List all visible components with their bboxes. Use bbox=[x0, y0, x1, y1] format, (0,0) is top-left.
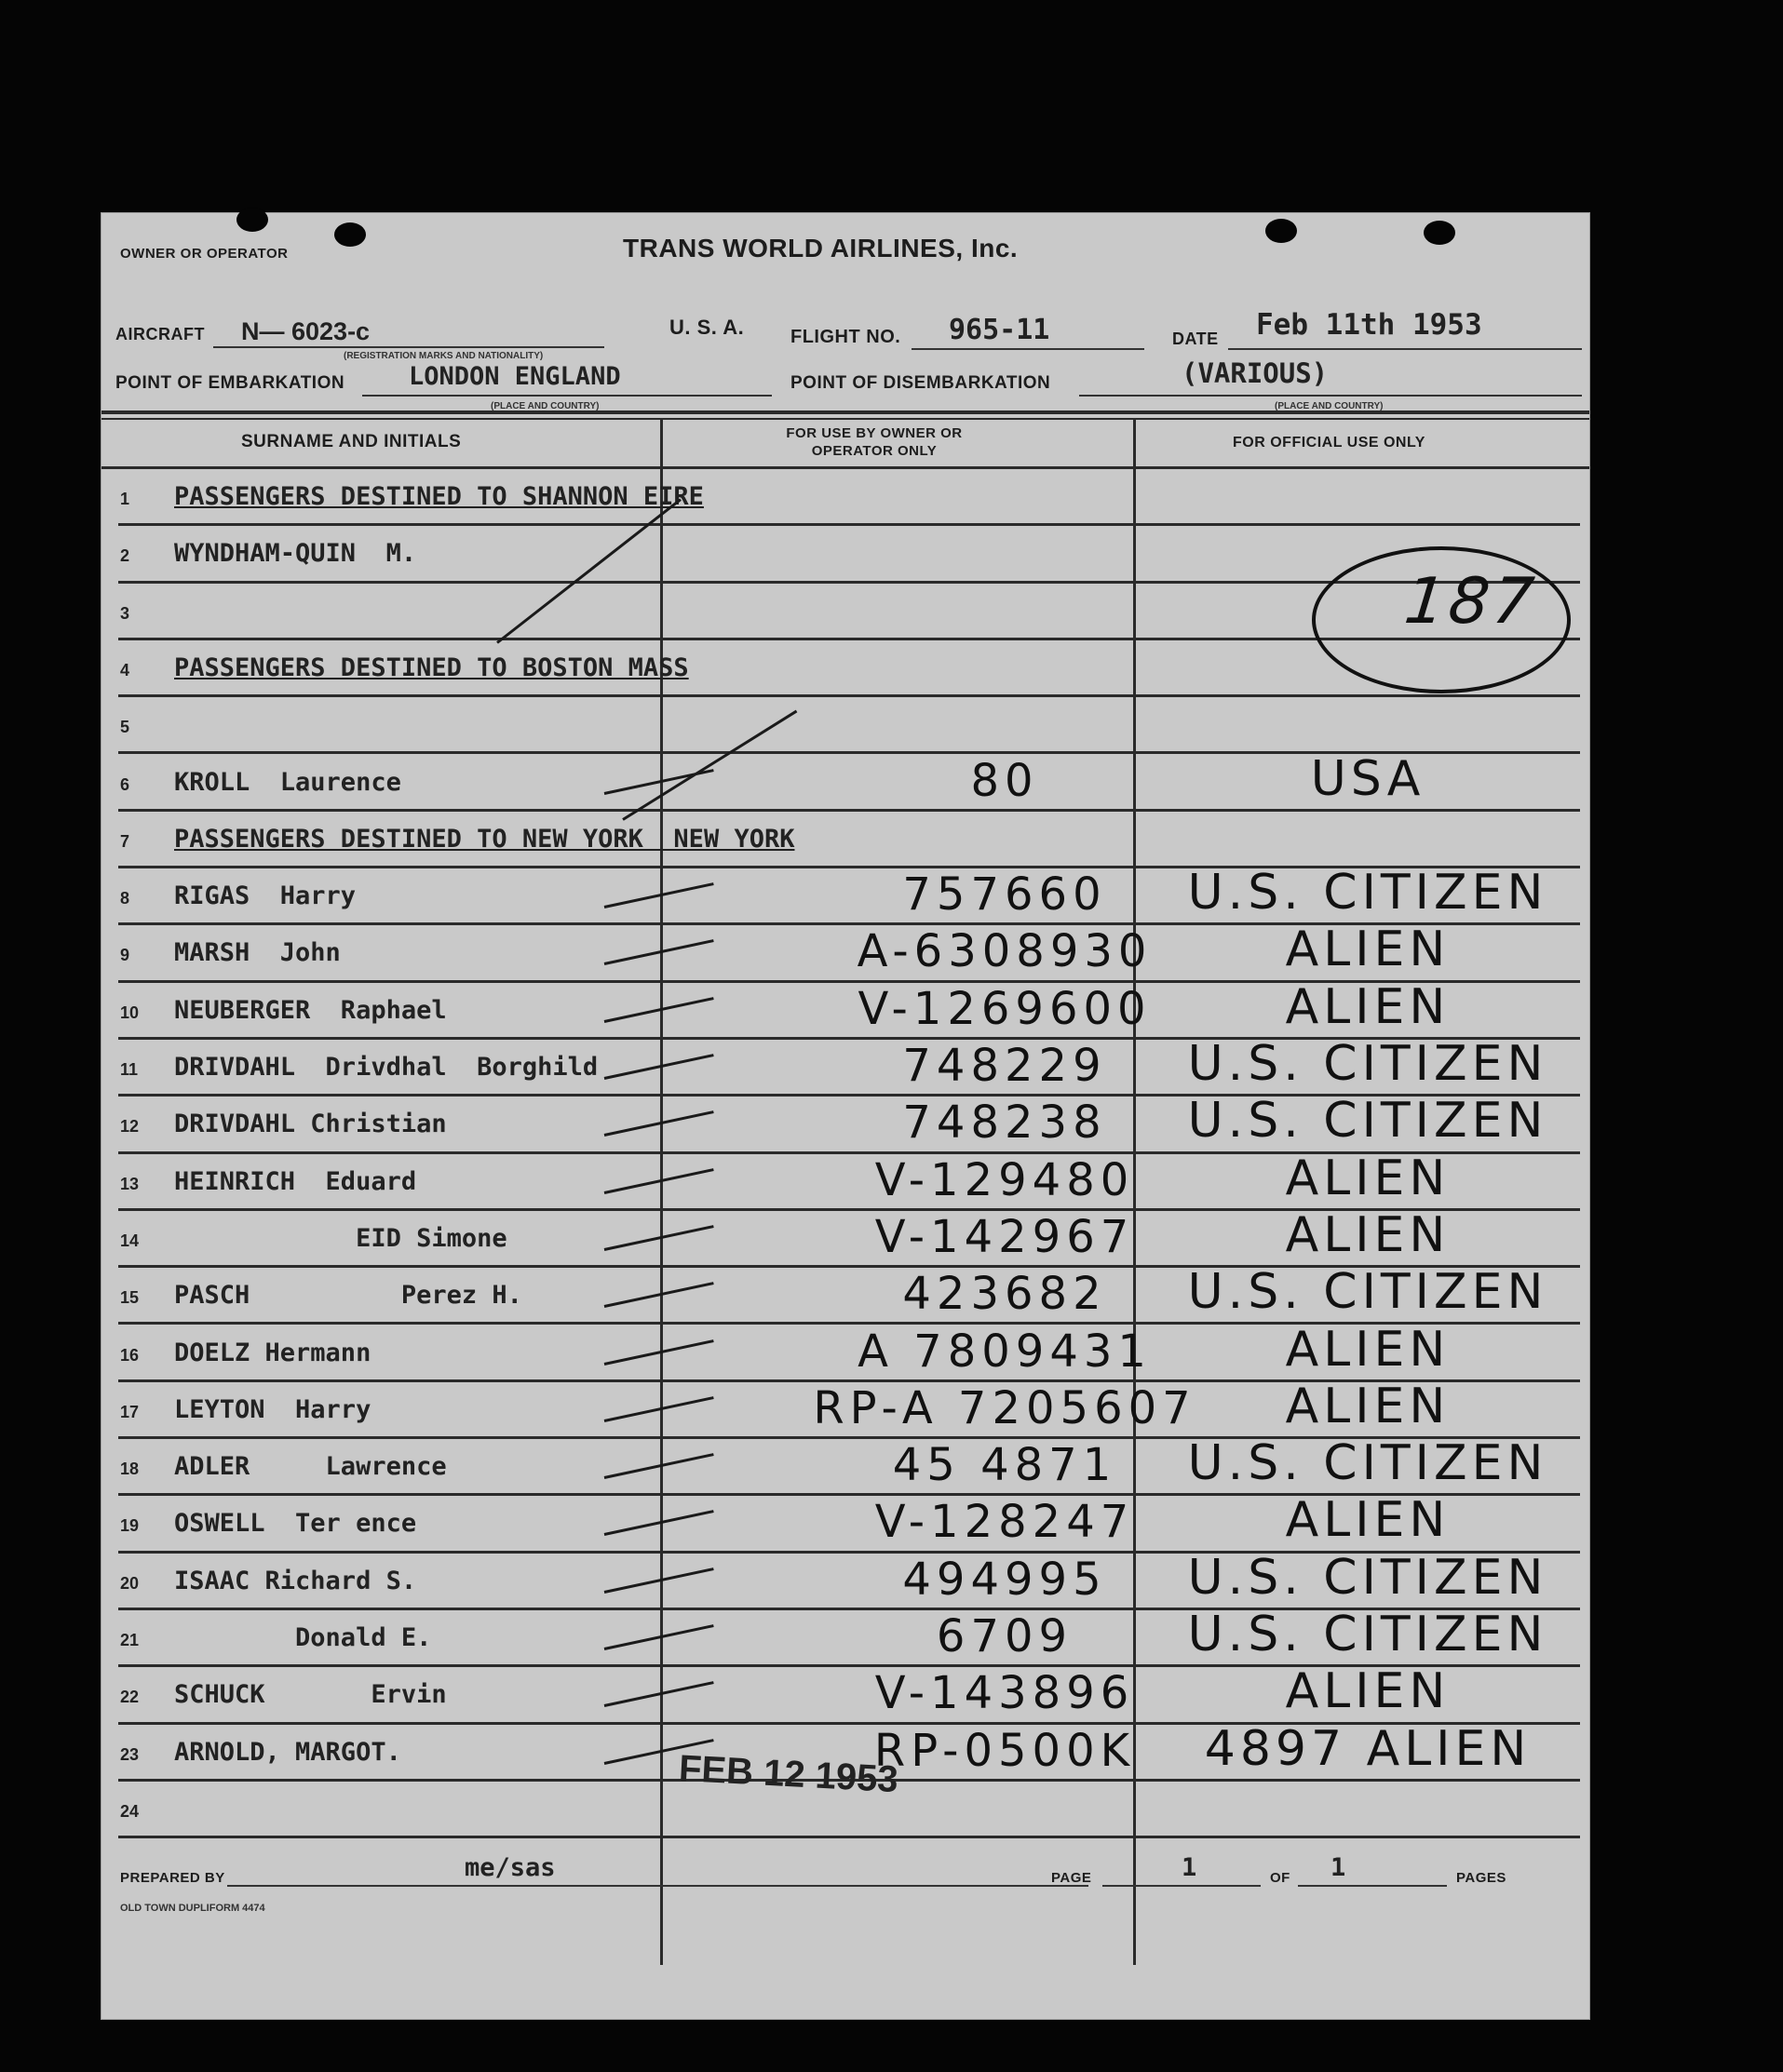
citizenship-status: ALIEN bbox=[1285, 1321, 1451, 1378]
citizenship-status: U.S. CITIZEN bbox=[1187, 865, 1548, 922]
document-number: 80 bbox=[970, 754, 1039, 807]
document-number: V-1269600 bbox=[858, 982, 1152, 1035]
document-number: 45 4871 bbox=[892, 1439, 1117, 1492]
passenger-name: HEINRICH Eduard bbox=[174, 1166, 417, 1196]
date-label: DATE bbox=[1172, 330, 1219, 348]
check-mark bbox=[604, 882, 714, 908]
document-number: V-128247 bbox=[874, 1496, 1135, 1549]
passenger-name: PASCH Perez H. bbox=[174, 1281, 522, 1311]
check-mark bbox=[604, 1225, 714, 1251]
pages-label: PAGES bbox=[1456, 1870, 1506, 1886]
check-mark bbox=[604, 1282, 714, 1308]
row-number: 20 bbox=[120, 1573, 140, 1593]
page-value: 1 bbox=[1182, 1853, 1197, 1882]
passenger-name: SCHUCK Ervin bbox=[174, 1680, 447, 1710]
citizenship-status: ALIEN bbox=[1285, 1492, 1451, 1549]
document-number: V-142967 bbox=[874, 1210, 1135, 1263]
section-heading: PASSENGERS DESTINED TO BOSTON MASS bbox=[174, 653, 689, 682]
table-top-rule bbox=[101, 410, 1589, 414]
document-number: 494995 bbox=[902, 1553, 1107, 1606]
circled-count-text: 187 bbox=[1400, 565, 1541, 639]
row-number: 1 bbox=[120, 490, 130, 508]
row-number: 11 bbox=[120, 1060, 139, 1079]
table-row bbox=[101, 469, 1589, 527]
document-number: RP-A 7205607 bbox=[813, 1381, 1196, 1434]
document-number: RP-0500K bbox=[873, 1724, 1136, 1777]
of-value: 1 bbox=[1330, 1853, 1346, 1882]
place-note: (PLACE AND COUNTRY) bbox=[1275, 401, 1384, 411]
citizenship-status: ALIEN bbox=[1285, 1378, 1451, 1434]
table-top-rule bbox=[101, 418, 1589, 420]
column-header-surname: SURNAME AND INITIALS bbox=[241, 432, 462, 451]
row-number: 8 bbox=[120, 889, 130, 908]
punch-hole bbox=[334, 222, 366, 247]
passenger-name: ISAAC Richard S. bbox=[174, 1566, 417, 1595]
column-header-official-use: FOR OFFICIAL USE ONLY bbox=[1233, 435, 1425, 451]
check-mark bbox=[604, 1110, 714, 1137]
registration-note: (REGISTRATION MARKS AND NATIONALITY) bbox=[344, 351, 544, 361]
form-note: OLD TOWN DUPLIFORM 4474 bbox=[120, 1903, 265, 1914]
table-row bbox=[101, 1492, 1589, 1554]
table-row bbox=[101, 922, 1589, 983]
passenger-name: RIGAS Harry bbox=[174, 881, 357, 911]
embarkation-value: LONDON ENGLAND bbox=[409, 362, 621, 391]
column-header-owner-use: FOR USE BY OWNER OR OPERATOR ONLY bbox=[786, 425, 963, 459]
passenger-name: DRIVDAHL Drivdhal Borghild bbox=[174, 1053, 599, 1082]
document-number: 748238 bbox=[902, 1097, 1107, 1150]
passenger-name: MARSH John bbox=[174, 938, 341, 968]
table-row bbox=[101, 1549, 1589, 1611]
row-number: 19 bbox=[120, 1516, 140, 1536]
row-number: 7 bbox=[120, 831, 130, 851]
citizenship-status: ALIEN bbox=[1285, 1663, 1451, 1720]
citizenship-status: ALIEN bbox=[1285, 1206, 1451, 1263]
check-mark bbox=[604, 1453, 714, 1479]
disembarkation-value: (VARIOUS) bbox=[1182, 357, 1329, 389]
row-number: 6 bbox=[120, 774, 130, 794]
passenger-name: NEUBERGER Raphael bbox=[174, 995, 447, 1025]
punch-hole bbox=[1265, 219, 1297, 243]
country-label: U. S. A. bbox=[669, 316, 745, 339]
disembarkation-label: POINT OF DISEMBARKATION bbox=[790, 373, 1051, 393]
table-row bbox=[101, 1036, 1589, 1097]
row-number: 23 bbox=[120, 1744, 140, 1764]
table-row bbox=[101, 978, 1589, 1041]
document-number: A-6308930 bbox=[857, 925, 1153, 978]
citizenship-status: ALIEN bbox=[1285, 1150, 1451, 1206]
passenger-name: ARNOLD, MARGOT. bbox=[174, 1737, 401, 1767]
row-number: 3 bbox=[120, 603, 130, 623]
airline-name: TRANS WORLD AIRLINES, Inc. bbox=[623, 234, 1019, 262]
check-mark bbox=[604, 1681, 714, 1707]
table-row bbox=[101, 1150, 1589, 1212]
citizenship-status: ALIEN bbox=[1285, 922, 1451, 978]
flight-label: FLIGHT NO. bbox=[790, 327, 901, 347]
table-row bbox=[101, 1378, 1589, 1440]
row-rule bbox=[118, 1836, 1580, 1838]
passenger-name: Donald E. bbox=[174, 1623, 432, 1652]
table-row bbox=[101, 1093, 1589, 1154]
citizenship-status: U.S. CITIZEN bbox=[1187, 1264, 1548, 1321]
prepared-by-label: PREPARED BY bbox=[120, 1870, 225, 1886]
owner-label: OWNER OR OPERATOR bbox=[120, 246, 289, 262]
document-number: 6709 bbox=[936, 1610, 1074, 1662]
check-mark bbox=[604, 1567, 714, 1594]
passenger-name: ADLER Lawrence bbox=[174, 1452, 447, 1482]
citizenship-status: USA bbox=[1310, 750, 1425, 807]
embarkation-label: POINT OF EMBARKATION bbox=[115, 373, 345, 393]
table-row bbox=[101, 1663, 1589, 1725]
passenger-name: OSWELL Ter ence bbox=[174, 1509, 417, 1539]
date-value: Feb 11th 1953 bbox=[1256, 308, 1482, 342]
section-heading: PASSENGERS DESTINED TO SHANNON EIRE bbox=[174, 482, 704, 511]
row-number: 24 bbox=[120, 1801, 140, 1821]
passenger-name: DRIVDAHL Christian bbox=[174, 1110, 447, 1139]
check-mark bbox=[604, 1168, 714, 1194]
check-mark bbox=[604, 997, 714, 1023]
row-number: 16 bbox=[120, 1345, 140, 1365]
citizenship-status: 4897 ALIEN bbox=[1204, 1720, 1532, 1777]
row-number: 12 bbox=[120, 1117, 140, 1137]
punch-hole bbox=[236, 208, 268, 232]
check-mark bbox=[604, 1510, 714, 1536]
table-row bbox=[101, 1607, 1589, 1668]
check-mark bbox=[604, 1339, 714, 1366]
table-row bbox=[101, 812, 1589, 869]
passenger-name: EID Simone bbox=[174, 1223, 507, 1253]
flight-value: 965-11 bbox=[949, 314, 1050, 346]
row-number: 4 bbox=[120, 660, 130, 679]
table-row bbox=[101, 750, 1589, 813]
table-row bbox=[101, 1321, 1589, 1383]
aircraft-value: N— 6023-c bbox=[241, 317, 371, 345]
received-stamp: FEB 12 1953 bbox=[678, 1747, 899, 1801]
check-mark bbox=[604, 1624, 714, 1650]
document-number: A 7809431 bbox=[858, 1325, 1152, 1378]
row-number: 22 bbox=[120, 1688, 140, 1707]
row-number: 21 bbox=[120, 1631, 140, 1649]
table-row bbox=[101, 1264, 1589, 1325]
citizenship-status: U.S. CITIZEN bbox=[1187, 1093, 1548, 1150]
table-row bbox=[101, 865, 1589, 926]
citizenship-status: U.S. CITIZEN bbox=[1187, 1607, 1548, 1662]
citizenship-status: ALIEN bbox=[1285, 978, 1451, 1035]
passenger-name: KROLL Laurence bbox=[174, 767, 401, 797]
citizenship-status: U.S. CITIZEN bbox=[1187, 1036, 1548, 1092]
row-number: 13 bbox=[120, 1174, 140, 1193]
passenger-name: WYNDHAM-QUIN M. bbox=[174, 539, 417, 569]
section-heading: PASSENGERS DESTINED TO NEW YORK NEW YORK bbox=[174, 824, 795, 854]
document-number: 423682 bbox=[902, 1268, 1107, 1321]
document-number: V-143896 bbox=[874, 1667, 1135, 1720]
row-number: 14 bbox=[120, 1231, 140, 1250]
page-label: PAGE bbox=[1051, 1870, 1092, 1886]
punch-hole bbox=[1424, 221, 1455, 245]
row-number: 17 bbox=[120, 1402, 140, 1421]
row-number: 9 bbox=[120, 946, 130, 965]
passenger-name: LEYTON Harry bbox=[174, 1394, 371, 1424]
table-row bbox=[101, 1435, 1589, 1497]
document-number: 748229 bbox=[902, 1040, 1107, 1092]
row-number: 10 bbox=[120, 1002, 140, 1022]
citizenship-status: U.S. CITIZEN bbox=[1187, 1435, 1548, 1492]
document-number: V-129480 bbox=[874, 1153, 1135, 1206]
row-number: 18 bbox=[120, 1460, 140, 1479]
document-number: 757660 bbox=[902, 868, 1107, 922]
check-mark bbox=[604, 1054, 714, 1080]
row-number: 5 bbox=[120, 718, 130, 737]
table-row bbox=[101, 1206, 1589, 1269]
row-number: 15 bbox=[120, 1288, 140, 1308]
passenger-name: DOELZ Hermann bbox=[174, 1338, 371, 1367]
place-note: (PLACE AND COUNTRY) bbox=[491, 401, 600, 411]
citizenship-status: U.S. CITIZEN bbox=[1187, 1549, 1548, 1606]
check-mark bbox=[604, 939, 714, 965]
check-mark bbox=[604, 1396, 714, 1422]
manifest-sheet bbox=[101, 212, 1590, 2020]
prepared-by-value: me/sas bbox=[465, 1853, 556, 1882]
aircraft-label: AIRCRAFT bbox=[115, 325, 205, 343]
of-label: OF bbox=[1270, 1870, 1290, 1886]
table-row bbox=[101, 697, 1589, 755]
row-number: 2 bbox=[120, 546, 130, 566]
